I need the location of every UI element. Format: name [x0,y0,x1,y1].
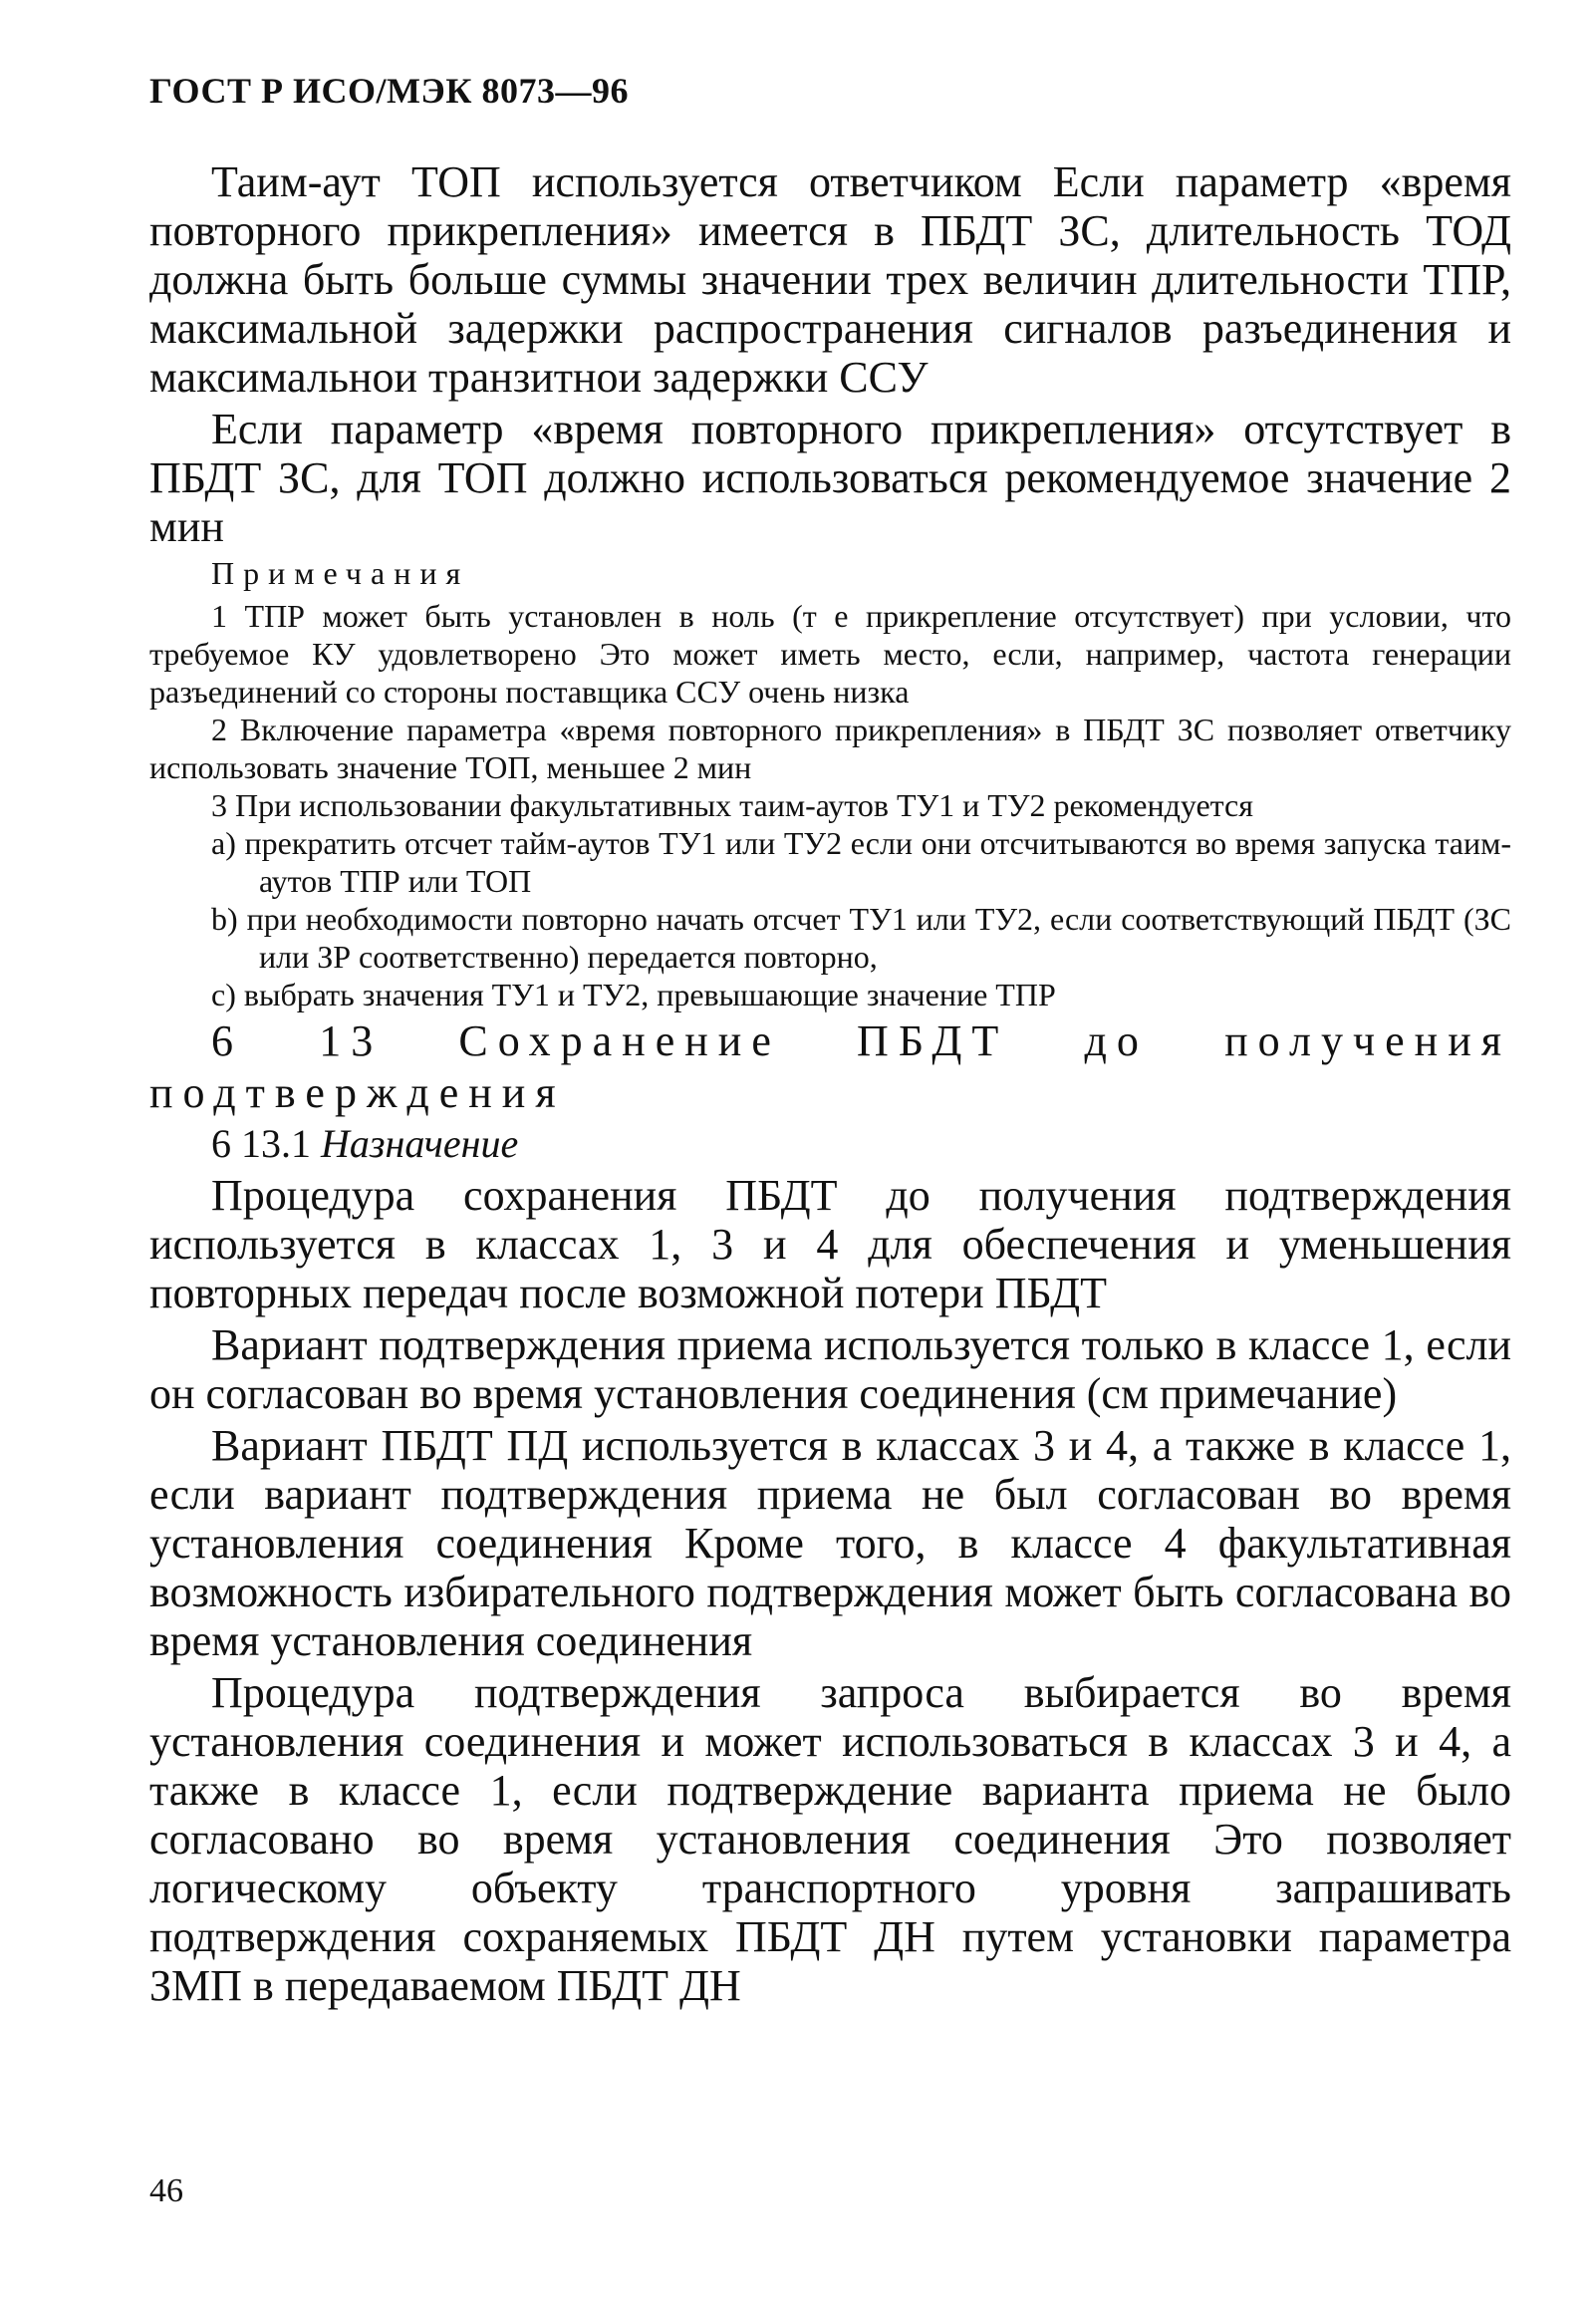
subsection-number: 6 13.1 [211,1121,311,1166]
paragraph-procedure: Процедура сохранения ПБДТ до получения подтверждения используется в классах 1, 3 и 4 для обеспечения и уменьшения повторных передач после возможной потери ПБДТ [149,1171,1511,1317]
note-1: 1 ТПР может быть установлен в ноль (т е прикрепление отсутствует) при условии, что требуемое КУ удовлетворено Это может иметь место, если, например, частота генерации разъединений со стороны поставщика ССУ очень низка [149,598,1511,710]
paragraph-request-confirmation: Процедура подтверждения запроса выбирается во время установления соединения и может использоваться в классах 3 и 4, а также в классе 1, если подтверждение варианта приема не было согласовано во время установления соединения Это позволяет логическому объекту транспортного уровня запрашивать подтверждения сохраняемых ПБДТ ДН путем установки параметра ЗМП в передаваемом ПБДТ ДН [149,1668,1511,2010]
paragraph-pd-variant: Вариант ПБДТ ПД используется в классах 3 и 4, а также в классе 1, если вариант подтверждения приема не был согласован во время установления соединения Кроме того, в классе 4 факультативная возможность избирательного подтверждения может быть согласована во время установления соединения [149,1421,1511,1665]
page-number: 46 [149,2172,183,2209]
note-3-item-c: c) выбрать значения ТУ1 и ТУ2, превышающие значение ТПР [211,977,1056,1012]
subsection-title: Назначение [321,1121,519,1166]
paragraph-default-value: Если параметр «время повторного прикрепления» отсутствует в ПБДТ ЗС, для ТОП должно использоваться рекомендуемое значение 2 мин [149,405,1511,551]
page-header: ГОСТ Р ИСО/МЭК 8073—96 [149,71,629,111]
note-3-item-b: b) при необходимости повторно начать отсчет ТУ1 или ТУ2, если соответствующий ПБДТ (ЗС или ЗР соответственно) передается повторно, [211,901,1511,975]
paragraph-receipt-variant: Вариант подтверждения приема используется только в классе 1, если он согласован во время установления соединения (см примечание) [149,1320,1511,1418]
paragraph-timeout: Таим-аут ТОП используется ответчиком Если параметр «время повторного прикрепления» имеется в ПБДТ ЗС, длительность ТОД должна быть больше суммы значении трех величин длительности ТПР, максимальной задержки распространения сигналов разъединения и максимальнои транзитнои задержки ССУ [149,157,1511,402]
notes-heading: Примечания [211,555,470,591]
note-3-item-a: a) прекратить отсчет тайм-аутов ТУ1 или ТУ2 если они отсчитываются во время запуска таим-аутов ТПР или ТОП [211,825,1511,899]
note-3: 3 При использовании факультативных таим-аутов ТУ1 и ТУ2 рекомендуется [211,787,1253,823]
section-heading: 6 13 Сохранение ПБДТ до получения подтверждения [149,1016,1511,1117]
subsection-heading [149,1119,1511,1169]
note-2: 2 Включение параметра «время повторного прикрепления» в ПБДТ ЗС позволяет ответчику использовать значение ТОП, меньшее 2 мин [149,712,1511,785]
